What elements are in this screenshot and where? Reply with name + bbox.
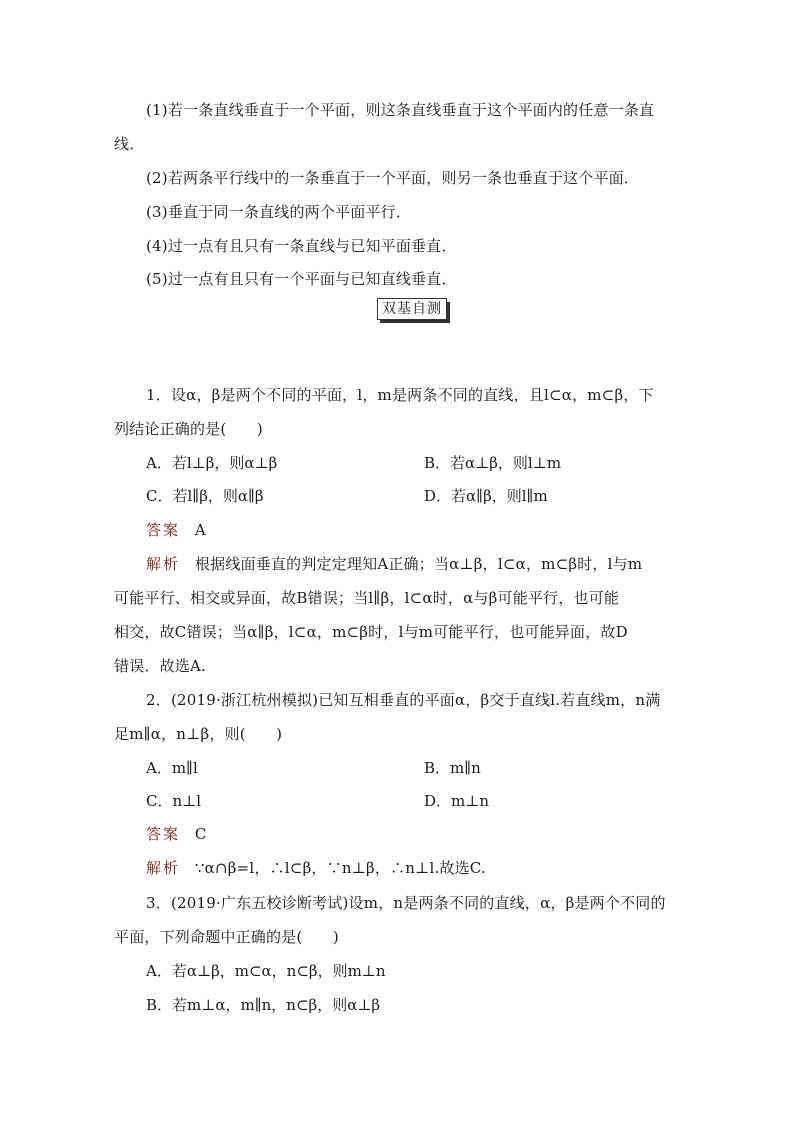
q3-stem-line2: 平面，下列命题中正确的是( ): [114, 928, 339, 946]
q3-option-b: B．若m⊥α，m∥n，n⊂β，则α⊥β: [146, 996, 381, 1014]
q2-analysis-text: ∵α∩β=l，∴l⊂β，∵n⊥β，∴n⊥l.故选C.: [194, 859, 486, 877]
q2-option-a: A．m∥l: [146, 759, 198, 777]
q3-stem-line1: 3．(2019·广东五校诊断考试)设m，n是两条不同的直线，α，β是两个不同的: [146, 894, 666, 912]
q1-stem-line1: 1．设α，β是两个不同的平面，l，m是两条不同的直线，且l⊂α，m⊂β，下: [146, 386, 654, 404]
q2-option-b: B．m∥n: [424, 759, 481, 777]
q2-answer-value: C: [194, 825, 207, 843]
q1-analysis-label: 解析: [146, 555, 181, 573]
q1-analysis-line3: 相交，故C错误；当α∥β，l⊂α，m⊂β时，l与m可能平行，也可能异面，故D: [114, 623, 628, 641]
q3-option-a: A．若α⊥β，m⊂α，n⊂β，则m⊥n: [146, 962, 386, 980]
q1-option-d: D．若α∥β，则l∥m: [424, 487, 548, 505]
property-3: (3)垂直于同一条直线的两个平面平行．: [146, 203, 412, 221]
q2-analysis-label: 解析: [146, 859, 181, 877]
q2-answer: [146, 825, 207, 843]
q1-answer-value: A: [194, 521, 206, 539]
q2-stem-line2: 足m∥α，n⊥β，则( ): [114, 725, 283, 743]
property-1-line1: (1)若一条直线垂直于一个平面，则这条直线垂直于这个平面内的任意一条直: [146, 101, 655, 119]
q1-analysis-line2: 可能平行、相交或异面，故B错误；当l∥β，l⊂α时，α与β可能平行，也可能: [114, 589, 620, 607]
q2-stem-line1: 2．(2019·浙江杭州模拟)已知互相垂直的平面α，β交于直线l.若直线m，n满: [146, 691, 661, 709]
q2-option-d: D．m⊥n: [424, 792, 490, 810]
q1-answer: [146, 521, 206, 539]
q1-option-b: B．若α⊥β，则l⊥m: [424, 454, 562, 472]
q1-analysis-text: 根据线面垂直的判定定理知A正确；当α⊥β，l⊂α，m⊂β时，l与m: [194, 555, 643, 573]
q1-option-a: A．若l⊥β，则α⊥β: [146, 454, 278, 472]
q1-option-c: C．若l∥β，则α∥β: [146, 487, 264, 505]
q1-stem-line2: 列结论正确的是( ): [114, 420, 263, 438]
q1-analysis-line4: 错误．故选A.: [114, 657, 207, 675]
property-5: (5)过一点有且只有一个平面与已知直线垂直．: [146, 270, 457, 288]
property-4: (4)过一点有且只有一条直线与已知平面垂直．: [146, 237, 457, 255]
q2-answer-label: 答案: [146, 825, 181, 843]
q1-analysis-line1: [146, 555, 642, 573]
property-2: (2)若两条平行线中的一条垂直于一个平面，则另一条也垂直于这个平面．: [146, 169, 640, 187]
q2-analysis-line1: [146, 859, 486, 877]
property-1-line2: 线．: [114, 135, 145, 153]
q2-option-c: C．n⊥l: [146, 792, 202, 810]
q1-answer-label: 答案: [146, 521, 181, 539]
section-badge: 双基自测: [377, 298, 447, 320]
